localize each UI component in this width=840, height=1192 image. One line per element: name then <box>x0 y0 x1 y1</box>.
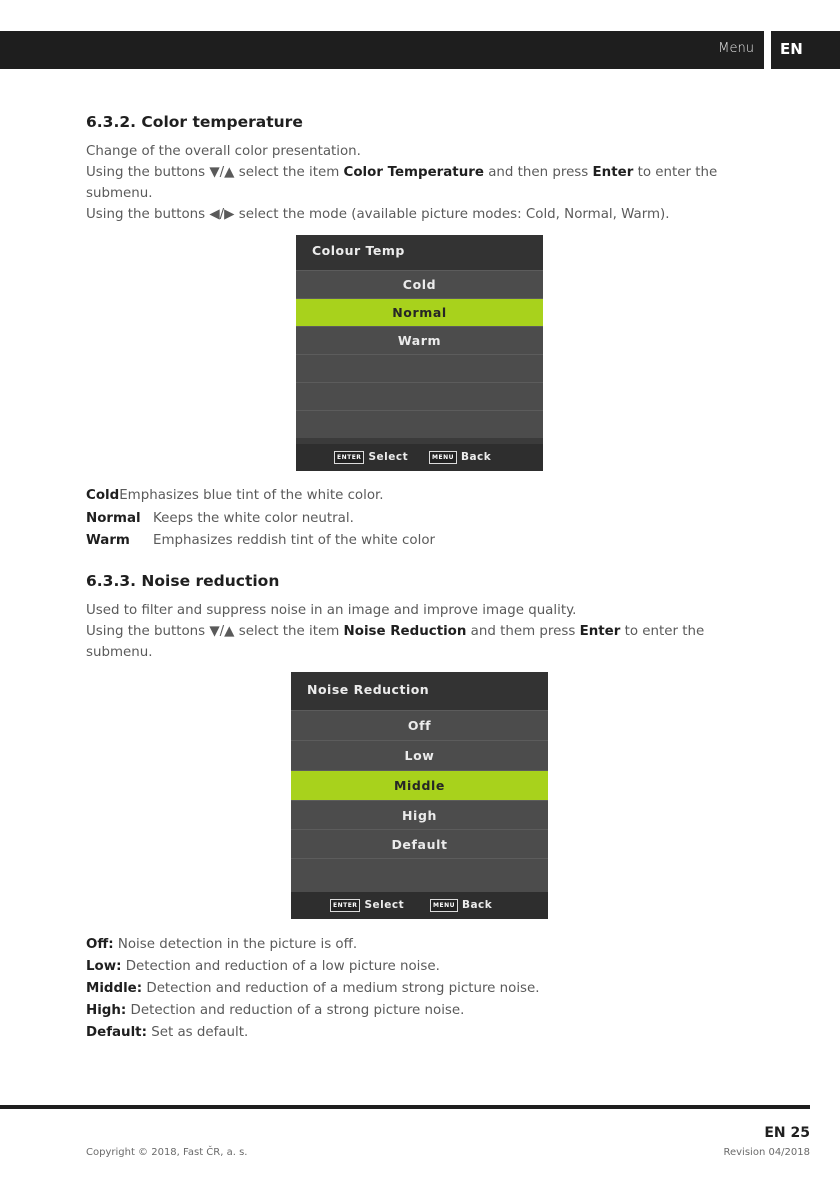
language-badge <box>771 31 840 69</box>
osd-back-hint[interactable] <box>429 444 491 471</box>
section1-line2-mid: and then press <box>483 165 593 180</box>
section1-enter-key: Enter <box>592 165 634 180</box>
section-title-color-temperature: 6.3.2. Color temperature <box>86 113 303 131</box>
definition-warm <box>86 533 435 548</box>
definition-default <box>86 1025 248 1040</box>
desc-off: Noise detection in the picture is off. <box>113 937 358 952</box>
enter-key-icon: ENTER <box>330 899 360 912</box>
term-middle: Middle: <box>86 981 143 996</box>
term-warm: Warm <box>86 533 130 548</box>
term-high: High: <box>86 1003 127 1018</box>
header-menu-label: Menu <box>718 41 754 56</box>
osd-empty-row <box>296 354 543 382</box>
noise-reduction-osd-menu <box>291 672 548 919</box>
osd-empty-row <box>296 410 543 438</box>
section1-line3: Using the buttons ◀/▶ select the mode (available picture modes: Cold, Normal, Warm). <box>86 207 670 222</box>
section1-line2-pre: Using the buttons ▼/▲ select the item <box>86 165 344 180</box>
osd-menu-item[interactable]: Default <box>291 829 548 858</box>
section-title-noise-reduction: 6.3.3. Noise reduction <box>86 572 280 590</box>
definition-middle <box>86 981 540 996</box>
menu-key-icon: MENU <box>429 451 457 464</box>
section1-paragraph <box>86 141 766 225</box>
desc-warm: Emphasizes reddish tint of the white color <box>153 533 436 548</box>
section2-item-name: Noise Reduction <box>343 624 467 639</box>
section2-line1: Used to filter and suppress noise in an image and improve image quality. <box>86 603 577 618</box>
desc-middle: Detection and reduction of a medium strong picture noise. <box>142 981 540 996</box>
osd-footer <box>296 444 543 471</box>
desc-high: Detection and reduction of a strong picture noise. <box>126 1003 465 1018</box>
definition-cold <box>86 488 384 503</box>
menu-key-icon: MENU <box>430 899 458 912</box>
desc-cold: Emphasizes blue tint of the white color. <box>119 488 384 503</box>
section2-paragraph <box>86 600 766 663</box>
section2-enter-key: Enter <box>579 624 621 639</box>
section2-line2-mid: and them press <box>466 624 580 639</box>
osd-empty-row <box>296 382 543 410</box>
term-off: Off: <box>86 937 114 952</box>
osd-title: Colour Temp <box>296 235 543 270</box>
osd-select-hint[interactable] <box>330 892 404 919</box>
desc-normal: Keeps the white color neutral. <box>153 511 354 526</box>
section2-line2-post: to enter the submenu. <box>86 624 705 660</box>
osd-menu-item[interactable]: Warm <box>296 326 543 354</box>
revision-text: Revision 04/2018 <box>723 1147 810 1158</box>
definition-low <box>86 959 440 974</box>
term-normal: Normal <box>86 511 141 526</box>
back-label: Back <box>460 451 492 463</box>
term-default: Default: <box>86 1025 147 1040</box>
enter-key-icon: ENTER <box>334 451 364 464</box>
section1-line2-post: to enter the submenu. <box>86 165 718 201</box>
term-low: Low: <box>86 959 122 974</box>
header-bar <box>0 31 764 69</box>
osd-menu-item-selected[interactable]: Middle <box>291 770 548 800</box>
footer-divider <box>0 1105 810 1109</box>
section1-line1: Change of the overall color presentation. <box>86 144 361 159</box>
definition-off <box>86 937 357 952</box>
copyright-text: Copyright © 2018, Fast ČR, a. s. <box>86 1147 248 1158</box>
page-number: EN 25 <box>764 1125 810 1141</box>
colour-temp-osd-menu <box>296 235 543 471</box>
desc-default: Set as default. <box>146 1025 249 1040</box>
osd-menu-item[interactable]: Cold <box>296 270 543 298</box>
osd-select-hint[interactable] <box>334 444 408 471</box>
osd-title: Noise Reduction <box>291 672 548 710</box>
desc-low: Detection and reduction of a low picture noise. <box>121 959 440 974</box>
osd-footer <box>291 892 548 919</box>
back-label: Back <box>461 899 493 911</box>
osd-menu-item[interactable]: High <box>291 800 548 829</box>
osd-empty-row <box>291 858 548 892</box>
select-label: Select <box>364 899 405 911</box>
osd-menu-item[interactable]: Low <box>291 740 548 770</box>
section2-line2-pre: Using the buttons ▼/▲ select the item <box>86 624 344 639</box>
osd-back-hint[interactable] <box>430 892 492 919</box>
definition-normal <box>86 511 354 526</box>
select-label: Select <box>368 451 409 463</box>
section1-item-name: Color Temperature <box>343 165 484 180</box>
term-cold: Cold <box>86 488 120 503</box>
definition-high <box>86 1003 464 1018</box>
osd-menu-item-selected[interactable]: Normal <box>296 298 543 326</box>
osd-menu-item[interactable]: Off <box>291 710 548 740</box>
language-label: EN <box>780 40 803 58</box>
